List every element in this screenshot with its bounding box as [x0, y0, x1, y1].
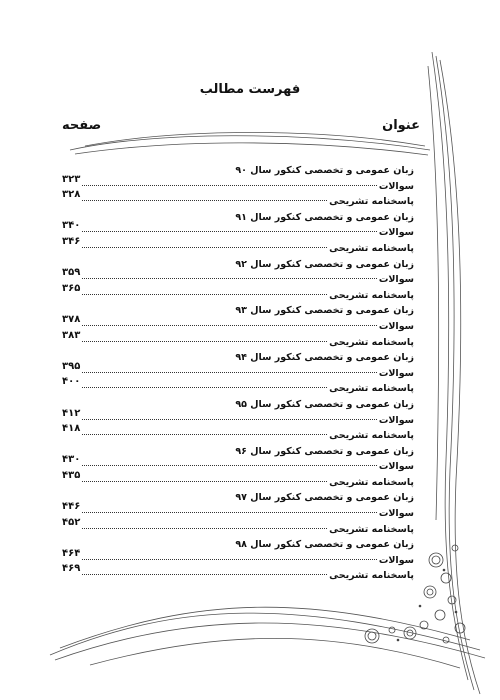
toc-entry-page-number: ۴۳۵: [62, 468, 82, 484]
toc-entry-page-number: ۴۱۲: [62, 406, 82, 422]
toc-entry-page-number: ۳۲۳: [62, 172, 82, 188]
column-header-page: صفحه: [62, 118, 102, 133]
toc-entry-label: پاسخنامه تشریحی: [329, 289, 414, 301]
bottom-swoosh: [50, 613, 480, 655]
toc-entry-label: سوالات: [378, 274, 414, 286]
dot-leader: [64, 434, 327, 435]
toc-section-title: زبان عمومی و تخصصی کنکور سال ۹۸: [235, 539, 414, 551]
toc-entry[interactable]: [62, 423, 414, 444]
toc-entry-label: پاسخنامه تشریحی: [329, 523, 414, 535]
toc-entry[interactable]: [62, 360, 414, 382]
column-header-title: عنوان: [382, 118, 420, 133]
dot-leader: [64, 512, 377, 513]
toc-entry[interactable]: [62, 189, 414, 210]
dot-leader: [64, 247, 327, 248]
toc-entry-page-number: ۴۴۶: [62, 499, 82, 515]
toc-entry[interactable]: [62, 516, 414, 538]
dot-leader: [64, 278, 377, 279]
toc-entry[interactable]: [62, 501, 414, 522]
toc-entry-label: پاسخنامه تشریحی: [329, 196, 414, 208]
toc-entry-label: سوالات: [378, 367, 414, 379]
toc-entry-page-number: ۳۴۰: [62, 218, 82, 234]
dot-leader: [64, 559, 377, 560]
toc-entry-page-number: ۴۳۰: [62, 452, 82, 468]
toc-entry[interactable]: [62, 267, 414, 288]
toc-entry-label: سوالات: [378, 227, 414, 239]
toc-section-title: زبان عمومی و تخصصی کنکور سال ۹۶: [235, 445, 414, 457]
dot-leader: [64, 372, 377, 373]
toc-section-title: زبان عمومی و تخصصی کنکور سال ۹۴: [235, 352, 414, 364]
page-title: فهرست مطالب: [199, 82, 301, 97]
toc-entry-page-number: ۴۵۲: [62, 515, 82, 531]
toc-entry-label: پاسخنامه تشریحی: [329, 242, 414, 254]
ornament-circle: [429, 553, 443, 567]
toc-section-title: زبان عمومی و تخصصی کنکور سال ۹۱: [235, 211, 414, 223]
dot-leader: [64, 481, 327, 482]
toc-section-title: زبان عمومی و تخصصی کنکور سال ۹۲: [235, 258, 414, 270]
toc-section-title: زبان عمومی و تخصصی کنکور سال ۹۷: [235, 492, 414, 504]
toc-entry[interactable]: [62, 313, 414, 335]
table-of-contents: [62, 163, 414, 584]
dot-leader: [64, 465, 377, 466]
toc-entry-page-number: ۳۶۵: [62, 281, 82, 297]
toc-entry[interactable]: [62, 376, 414, 397]
toc-entry[interactable]: [62, 469, 414, 491]
dot-leader: [64, 231, 377, 232]
dot-leader: [64, 419, 377, 420]
toc-entry[interactable]: [62, 220, 414, 241]
toc-entry-page-number: ۴۶۹: [62, 561, 82, 577]
dot-leader: [64, 387, 327, 388]
toc-entry-label: سوالات: [378, 554, 414, 566]
header-swoosh: [70, 136, 430, 150]
toc-entry-page-number: ۴۶۴: [62, 546, 82, 562]
toc-entry-page-number: ۳۷۸: [62, 312, 82, 328]
toc-entry[interactable]: [62, 282, 414, 304]
toc-entry-label: پاسخنامه تشریحی: [329, 570, 414, 582]
toc-entry-label: سوالات: [378, 320, 414, 332]
toc-entry[interactable]: [62, 329, 414, 351]
toc-entry-page-number: ۴۰۰: [62, 374, 82, 390]
toc-section-title: زبان عمومی و تخصصی کنکور سال ۹۵: [235, 398, 414, 410]
toc-entry-page-number: ۳۹۵: [62, 359, 82, 375]
toc-entry[interactable]: [62, 454, 414, 475]
toc-entry[interactable]: [62, 547, 414, 569]
toc-entry-label: سوالات: [378, 508, 414, 520]
toc-entry-page-number: ۳۵۹: [62, 265, 82, 281]
toc-section-title: زبان عمومی و تخصصی کنکور سال ۹۳: [235, 305, 414, 317]
toc-entry-label: پاسخنامه تشریحی: [329, 430, 414, 442]
toc-entry[interactable]: [62, 235, 414, 257]
toc-entry-page-number: ۳۲۸: [62, 187, 82, 203]
dot-leader: [64, 528, 327, 529]
toc-entry[interactable]: [62, 173, 414, 195]
toc-entry[interactable]: [62, 563, 414, 584]
toc-entry[interactable]: [62, 407, 414, 429]
dot-leader: [64, 325, 377, 326]
dot-leader: [64, 200, 327, 201]
toc-entry-label: سوالات: [378, 180, 414, 192]
dot-leader: [64, 574, 327, 575]
toc-section-title: زبان عمومی و تخصصی کنکور سال ۹۰: [235, 165, 414, 176]
toc-entry-label: پاسخنامه تشریحی: [329, 336, 414, 348]
toc-entry-page-number: ۳۸۳: [62, 328, 82, 344]
right-vine: [432, 52, 468, 680]
dot-leader: [64, 294, 327, 295]
toc-entry-label: پاسخنامه تشریحی: [329, 383, 414, 395]
toc-entry-label: سوالات: [378, 461, 414, 473]
dot-leader: [64, 341, 327, 342]
toc-entry-page-number: ۳۴۶: [62, 234, 82, 250]
toc-entry-page-number: ۴۱۸: [62, 421, 82, 437]
toc-entry-label: سوالات: [378, 414, 414, 426]
toc-entry-label: پاسخنامه تشریحی: [329, 476, 414, 488]
dot-leader: [64, 185, 377, 186]
